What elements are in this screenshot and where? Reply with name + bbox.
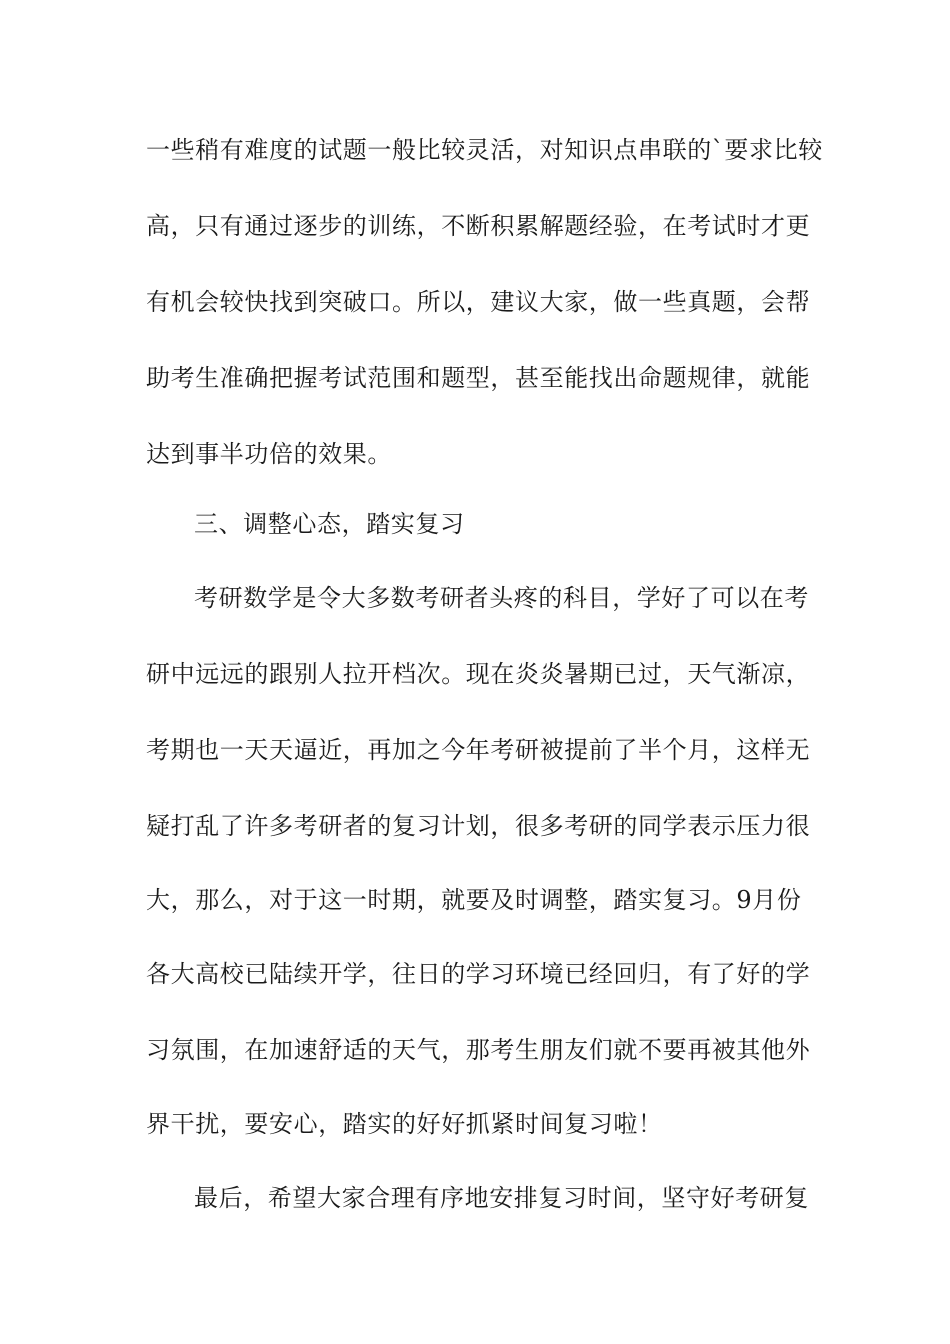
text-line: 一些稍有难度的试题一般比较灵活，对知识点串联的`要求比较 xyxy=(146,136,823,164)
text-line: 考期也一天天逼近，再加之今年考研被提前了半个月，这样无 xyxy=(146,736,811,764)
text-line: 最后，希望大家合理有序地安排复习时间，坚守好考研复 xyxy=(194,1184,809,1212)
text-line: 界干扰，要安心，踏实的好好抓紧时间复习啦！ xyxy=(146,1110,663,1138)
text-line: 达到事半功倍的效果。 xyxy=(146,440,392,468)
section-heading: 三、调整心态，踏实复习 xyxy=(194,510,465,538)
text-line: 疑打乱了许多考研者的复习计划，很多考研的同学表示压力很 xyxy=(146,812,811,840)
text-line: 高，只有通过逐步的训练，不断积累解题经验，在考试时才更 xyxy=(146,212,811,240)
text-line: 考研数学是令大多数考研者头疼的科目，学好了可以在考 xyxy=(194,584,809,612)
text-line: 大，那么，对于这一时期，就要及时调整，踏实复习。9月份 xyxy=(146,886,802,914)
text-line: 助考生准确把握考试范围和题型，甚至能找出命题规律，就能 xyxy=(146,364,811,392)
text-line: 习氛围，在加速舒适的天气，那考生朋友们就不要再被其他外 xyxy=(146,1036,811,1064)
text-line: 各大高校已陆续开学，往日的学习环境已经回归，有了好的学 xyxy=(146,960,811,988)
text-line: 有机会较快找到突破口。所以，建议大家，做一些真题，会帮 xyxy=(146,288,811,316)
text-line: 研中远远的跟别人拉开档次。现在炎炎暑期已过，天气渐凉， xyxy=(146,660,811,688)
